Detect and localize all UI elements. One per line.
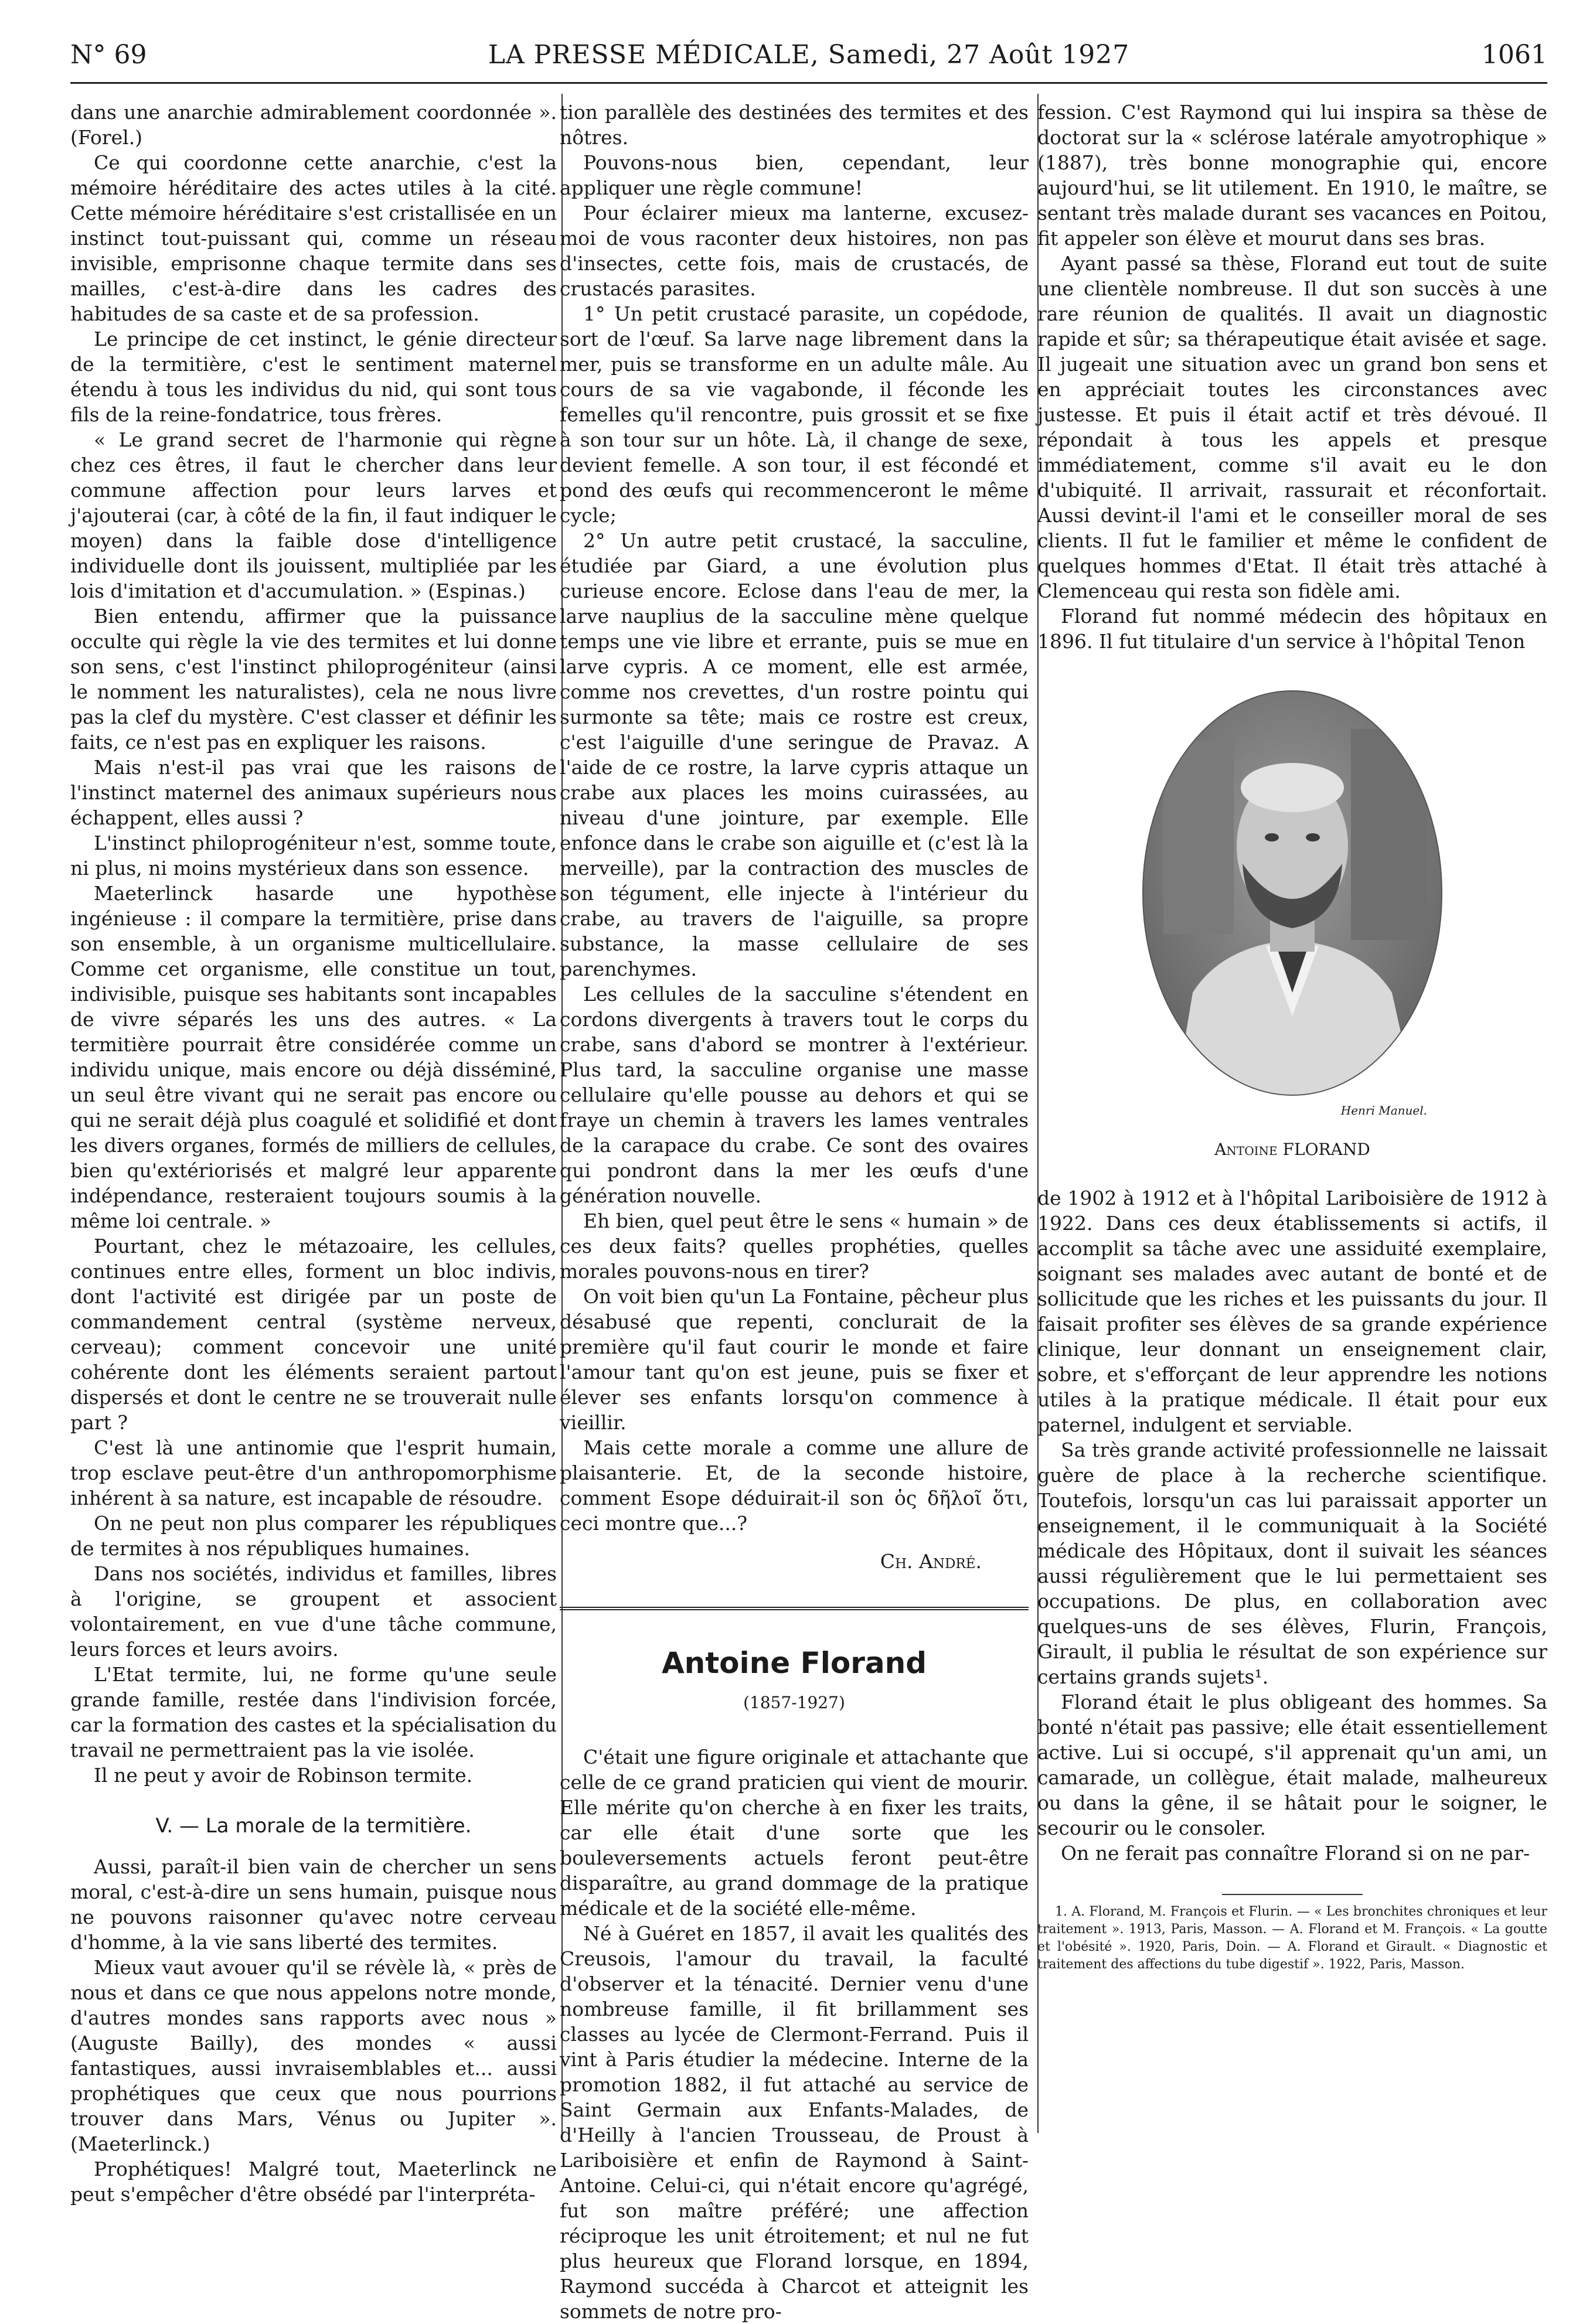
paragraph: L'instinct philoprogéniteur n'est, somme toute, ni plus, ni moins mystérieux dans son essence. xyxy=(70,832,557,880)
paragraph: dans une anarchie admirablement coordonnée ». (Forel.) xyxy=(70,101,557,149)
paragraph: Prophétiques! Malgré tout, Maeterlinck ne peut s'empêcher d'être obsédé par l'interpréta- xyxy=(70,2158,557,2206)
article-separator xyxy=(560,1607,1029,1610)
author-signature: Ch. André. xyxy=(880,1550,982,1573)
column-2 xyxy=(560,100,1029,2324)
paragraph: Le principe de cet instinct, le génie directeur de la termitière, c'est le sentiment maternel étendu à tous les individus du nid, qui sont tous fils de la reine-fondatrice, tous frères. xyxy=(70,328,557,426)
paragraph: Mieux vaut avouer qu'il se révèle là, « près de nous et dans ce que nous appelons notre monde, d'autres mondes sans rapports avec nous » (Auguste Bailly), des mondes « aussi fantastiques, aussi invraisemblables et... aussi prophétiques que ceux que nous pourrions trouver dans Mars, Vénus ou Jupiter ». (Maeterlinck.) xyxy=(70,1956,557,2155)
column-3 xyxy=(1037,100,1547,1974)
paragraph: On ne ferait pas connaître Florand si on ne par- xyxy=(1061,1842,1530,1865)
article-dates: (1857-1927) xyxy=(743,1693,845,1712)
paragraph: fession. C'est Raymond qui lui inspira sa thèse de doctorat sur la « sclérose latérale amyotrophique » (1887), très bonne monographie qui, encore aujourd'hui, se lit utilement. En 1910, le maître, se sentant très malade durant ses vacances en Poitou, fit appeler son élève et mourut dans ses bras. xyxy=(1037,101,1547,250)
paragraph: Mais cette morale a comme une allure de plaisanterie. Et, de la seconde histoire, comment Esope déduirait-il son ὁς δῆλοῖ ὅτι, ceci montre que...? xyxy=(560,1436,1029,1535)
paragraph: Aussi, paraît-il bien vain de chercher un sens moral, c'est-à-dire un sens humain, puisque nous ne pouvons raisonner qu'avec notre cerveau d'homme, à la vie sans liberté des termites. xyxy=(70,1855,557,1954)
paragraph: Pour éclairer mieux ma lanterne, excusez-moi de vous raconter deux histoires, non pas d'insectes, cette fois, mais de crustacés, de crustacés parasites. xyxy=(560,202,1029,300)
paragraph: Dans nos sociétés, individus et familles, libres à l'origine, se groupent et associent volontairement, en vue d'une tâche commune, leurs forces et leurs avoirs. xyxy=(70,1562,557,1661)
header-rule xyxy=(70,82,1547,84)
paragraph: « Le grand secret de l'harmonie qui règne chez ces êtres, il faut le chercher dans leur commune affection pour leurs larves et j'ajouterai (car, à côté de la fin, il faut indiquer le moyen) dans la faible dose d'intelligence individuelle dont ils jouissent, multipliée par les lois d'imitation et d'accumulation. » (Espinas.) xyxy=(70,428,557,602)
paragraph: Pouvons-nous bien, cependant, leur appliquer une règle commune! xyxy=(560,151,1029,199)
footnote: 1. A. Florand, M. François et Flurin. — « Les bronchites chroniques et leur traitement ». 1913, Paris, Masson. — A. Florand et M. François. « La goutte et l'obésité ». 1920, Paris, Doin. — A. Florand et Girault. « Diagnostic et traitement des affections du tube digestif ». 1922, Paris, Masson. xyxy=(1037,1904,1547,1972)
journal-title: LA PRESSE MÉDICALE, Samedi, 27 Août 1927 xyxy=(488,40,1130,70)
paragraph: de 1902 à 1912 et à l'hôpital Lariboisière de 1912 à 1922. Dans ces deux établissements si actifs, il accomplit sa tâche avec une assiduité exemplaire, soignant ses malades avec autant de bonté et de sollicitude que les riches et les puissants du jour. Il faisait profiter ses élèves de sa grande expérience clinique, leur donnant un enseignement clair, sobre, et s'efforçant de leur apprendre les notions utiles à la pratique médicale. Il était pour eux paternel, indulgent et serviable. xyxy=(1037,1187,1547,1436)
paragraph: C'est là une antinomie que l'esprit humain, trop esclave peut-être d'un anthropomorphisme inhérent à sa nature, est incapable de résoudre. xyxy=(70,1436,557,1509)
paragraph: Né à Guéret en 1857, il avait les qualités des Creusois, l'amour du travail, la faculté d'observer et la ténacité. Dernier venu d'une nombreuse famille, il fit brillamment ses classes au lycée de Clermont-Ferrand. Puis il vint à Paris étudier la médecine. Interne de la promotion 1882, il fut attaché au service de Saint Germain aux Enfants-Malades, de d'Heilly à l'ancien Trousseau, de Proust à Lariboisière et enfin de Raymond à Saint-Antoine. Celui-ci, qui n'était encore qu'agrégé, fut son maître préféré; une affection réciproque les unit étroitement; et nul ne fut plus heureux que Florand lorsque, en 1894, Raymond succéda à Charcot et atteignit les sommets de notre pro- xyxy=(560,1922,1029,2323)
photo-credit: Henri Manuel. xyxy=(1340,1103,1427,1117)
paragraph: On ne peut non plus comparer les républiques de termites à nos républiques humaines. xyxy=(70,1512,557,1560)
paragraph: L'Etat termite, lui, ne forme qu'une seule grande famille, restée dans l'indivision forcée, car la formation des castes et la spécialisation du travail ne permettraient pas la vie isolée. xyxy=(70,1663,557,1761)
paragraph: Florand fut nommé médecin des hôpitaux en 1896. Il fut titulaire d'un service à l'hôpital Tenon xyxy=(1037,605,1547,653)
paragraph: Mais n'est-il pas vrai que les raisons de l'instinct maternel des animaux supérieurs nous échappent, elles aussi ? xyxy=(70,756,557,829)
paragraph: Florand était le plus obligeant des hommes. Sa bonté n'était pas passive; elle était essentiellement active. Lui si occupé, s'il apprenait qu'un ami, un camarade, un collègue, était malade, malheureux ou dans la gêne, il se hâtait pour le soigner, le secourir ou le consoler. xyxy=(1037,1691,1547,1839)
column-1 xyxy=(70,100,557,2207)
paragraph: Ayant passé sa thèse, Florand eut tout de suite une clientèle nombreuse. Il dut son succès à une rare réunion de qualités. Il avait un diagnostic rapide et sûr; sa thérapeutique était avisée et sage. Il jugeait une situation avec un grand bon sens et en appréciait toutes les circonstances avec justesse. Et puis il était actif et très dévoué. Il répondait à tous les appels et presque immédiatement, comme s'il avait eu le don d'ubiquité. Il arrivait, rassurait et réconfortait. Aussi devint-il l'ami et le conseiller moral de ses clients. Il fut le familier et même le confident de quelques hommes d'Etat. Il était très attaché à Clemenceau qui resta son fidèle ami. xyxy=(1037,252,1547,602)
paragraph: Ce qui coordonne cette anarchie, c'est la mémoire héréditaire des actes utiles à la cité. Cette mémoire héréditaire s'est cristallisée en un instinct tout-puissant qui, comme un réseau invisible, emprisonne chaque termite dans ses mailles, c'est-à-dire dans les cadres des habitudes de sa caste et de sa profession. xyxy=(70,151,557,325)
photo-caption: Antoine FLORAND xyxy=(1214,1140,1370,1159)
paragraph: Bien entendu, affirmer que la puissance occulte qui règle la vie des termites et lui donne son sens, c'est l'instinct philoprogéniteur (ainsi le nomment les naturalistes), cela ne nous livre pas la clef du mystère. C'est classer et définir les faits, ce n'est pas en expliquer les raisons. xyxy=(70,605,557,754)
paragraph: Pourtant, chez le métazoaire, les cellules, continues entre elles, forment un bloc indivis, dont l'activité est dirigée par un poste de commandement central (système nerveux, cerveau); comment concevoir une unité cohérente dont les éléments seraient partout dispersés et dont le centre ne se trouverait nulle part ? xyxy=(70,1235,557,1434)
paragraph: Il ne peut y avoir de Robinson termite. xyxy=(94,1764,473,1787)
article-title: Antoine Florand xyxy=(661,1646,927,1680)
page-number: 1061 xyxy=(1482,40,1547,70)
paragraph: 1° Un petit crustacé parasite, un copédode, sort de l'œuf. Sa larve nage librement dans la mer, puis se transforme en un adulte mâle. Au cours de sa vie vagabonde, il féconde les femelles qu'il rencontre, puis grossit et se fixe à son tour sur un hôte. Là, il change de sexe, devient femelle. A son tour, il est fécondé et pond des œufs qui recommenceront le même cycle; xyxy=(560,302,1029,527)
issue-number: N° 69 xyxy=(70,40,147,70)
paragraph: On voit bien qu'un La Fontaine, pêcheur plus désabusé que repenti, conclurait de la première qu'il faut courir le monde et faire l'amour tant qu'on est jeune, puis se fixer et élever ses enfants lorsqu'on commence à vieillir. xyxy=(560,1285,1029,1434)
paragraph: Sa très grande activité professionnelle ne laissait guère de place à la recherche scientifique. Toutefois, lorsqu'un cas lui paraissait apporter un enseignement, il le communiquait à la Société médicale des Hôpitaux, dont il suivait les séances aussi régulièrement que le lui permettaient ses occupations. De plus, en collaboration avec quelques-uns de ses élèves, Flurin, François, Girault, il publia le résultat de son expérience sur certains grands sujets¹. xyxy=(1037,1439,1547,1688)
paragraph: tion parallèle des destinées des termites et des nôtres. xyxy=(560,101,1029,149)
paragraph: Les cellules de la sacculine s'étendent en cordons divergents à travers tout le corps du crabe, sans d'abord se montrer à l'extérieur. Plus tard, la sacculine organise une masse cellulaire qu'elle pousse au dehors et qui se fraye un chemin à travers les lames ventrales de la carapace du crabe. Ce sont des ovaires qui pondront dans la mer les œufs d'une génération nouvelle. xyxy=(560,983,1029,1207)
paragraph: Eh bien, quel peut être le sens « humain » de ces deux faits? quelles prophéties, quelles morales pouvons-nous en tirer? xyxy=(560,1209,1029,1283)
portrait-photo xyxy=(1140,688,1445,1098)
paragraph: 2° Un autre petit crustacé, la sacculine, étudiée par Giard, a une évolution plus curieuse encore. Eclose dans l'eau de mer, la larve nauplius de la sacculine mène quelque temps une vie libre et errante, puis se mue en larve cypris. A ce moment, elle est armée, comme nos crevettes, d'un rostre pointu qui surmonte sa tête; mais ce rostre est creux, c'est l'aiguille d'une seringue de Pravaz. A l'aide de ce rostre, la larve cypris attaque un crabe aux places les moins cuirassées, au niveau d'une jointure, par exemple. Elle enfonce dans le crabe son aiguille et (c'est là la merveille), par la contraction des muscles de son tégument, elle injecte à l'intérieur du crabe, au travers de l'aiguille, sa propre substance, la masse cellulaire de ses parenchymes. xyxy=(560,529,1029,980)
paragraph: Maeterlinck hasarde une hypothèse ingénieuse : il compare la termitière, prise dans son ensemble, à un organisme multicellulaire. Comme cet organisme, elle constitue un tout, indivisible, puisque ses habitants sont incapables de vivre séparés les uns des autres. « La termitière pourrait être considérée comme un individu unique, mais encore ou déjà disséminé, un seul être vivant qui ne serait pas encore ou qui ne serait déjà plus coagulé et solidifié et dont les divers organes, formés de milliers de cellules, bien qu'extériorisés et malgré leur apparente indépendance, resteraient toujours soumis à la même loi centrale. » xyxy=(70,882,557,1232)
footnote-rule xyxy=(1222,1894,1363,1895)
page-header xyxy=(70,40,1547,87)
section-heading: V. — La morale de la termitière. xyxy=(155,1814,472,1838)
paragraph: C'était une figure originale et attachante que celle de ce grand praticien qui vient de mourir. Elle mérite qu'on cherche à en fixer les traits, car elle était d'une sorte que les bouleversements actuels feront peut-être disparaître, au grand dommage de la pratique médicale et de la société elle-même. xyxy=(560,1746,1029,1920)
portrait-figure xyxy=(1140,688,1445,1133)
